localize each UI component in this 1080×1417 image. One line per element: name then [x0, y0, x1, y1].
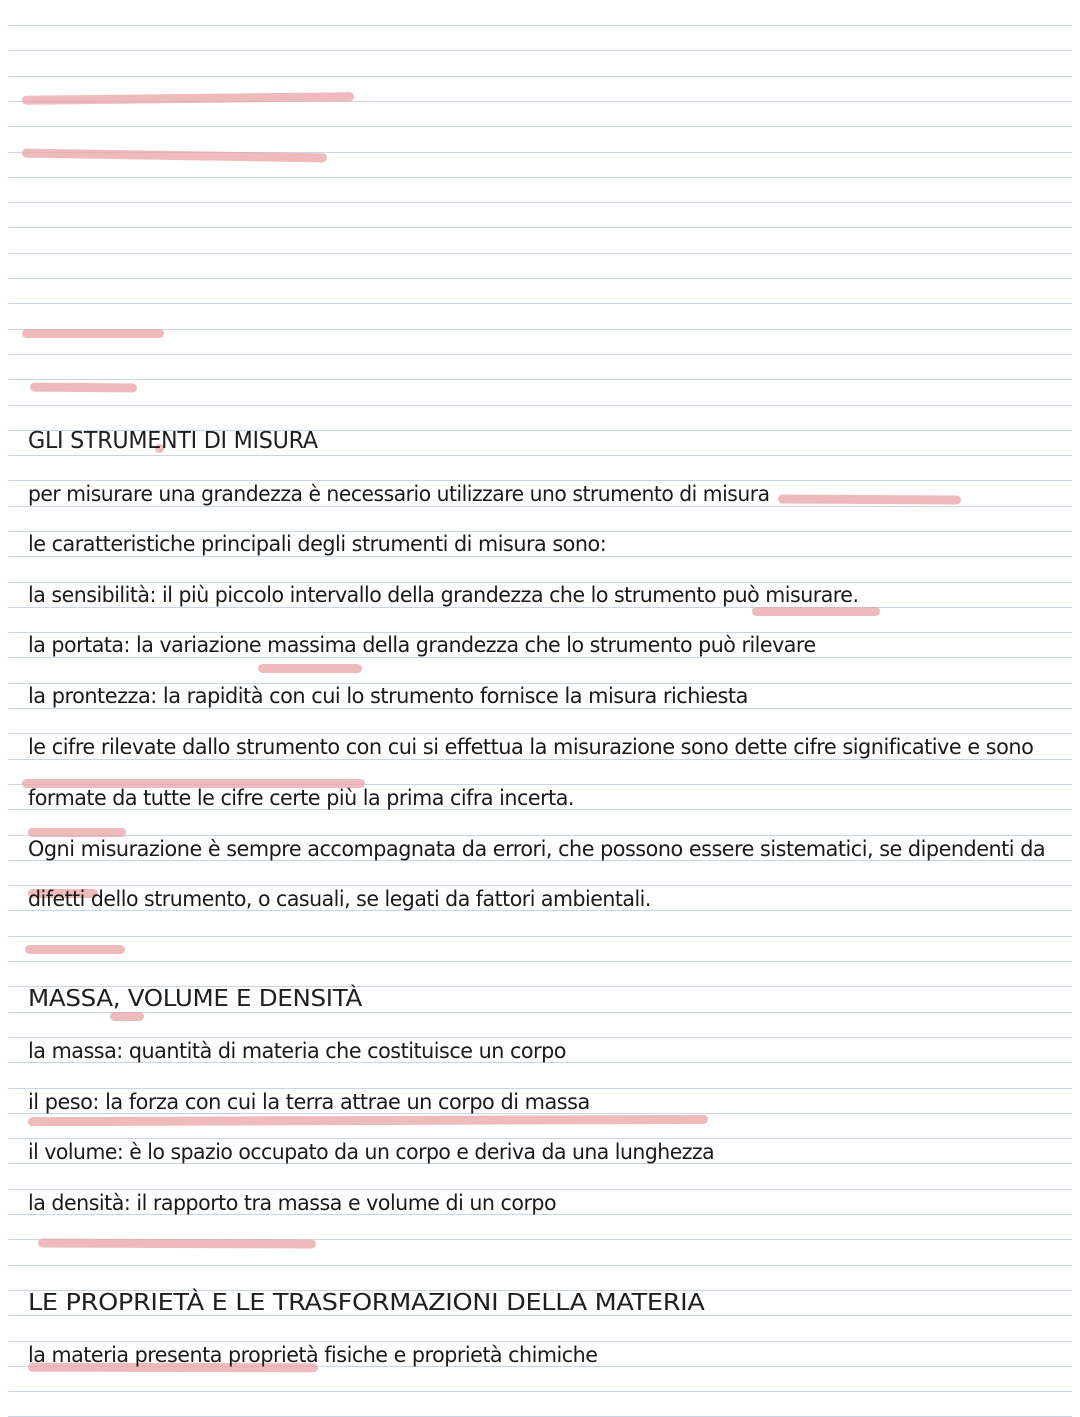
highlighter-stroke	[752, 607, 880, 616]
note-line: le caratteristiche principali degli strumenti di misura sono:	[28, 532, 607, 556]
section-title-materia: LE PROPRIETÀ E LE TRASFORMAZIONI DELLA MATERIA	[28, 1290, 705, 1316]
note-line: il volume: è lo spazio occupato da un corpo e deriva da una lunghezza	[28, 1140, 715, 1164]
highlighter-stroke	[30, 383, 137, 393]
note-line: la portata: la variazione massima della grandezza che lo strumento può rilevare	[28, 633, 816, 657]
highlighter-stroke	[22, 92, 354, 104]
note-line: la materia presenta proprietà fisiche e proprietà chimiche	[28, 1343, 598, 1367]
note-line: Ogni misurazione è sempre accompagnata da errori, che possono essere sistematici, se dipendenti da	[28, 837, 1046, 861]
note-line: difetti dello strumento, o casuali, se legati da fattori ambientali.	[28, 887, 651, 911]
section-title-strumenti: GLI STRUMENTI DI MISURA	[28, 428, 318, 454]
section-title-massa: MASSA, VOLUME E DENSITÀ	[28, 986, 362, 1012]
highlighter-stroke	[25, 945, 125, 954]
note-line: la prontezza: la rapidità con cui lo strumento fornisce la misura richiesta	[28, 684, 748, 708]
highlighter-stroke	[22, 149, 327, 163]
highlighter-stroke	[28, 1115, 708, 1126]
highlighter-stroke	[110, 1012, 144, 1021]
highlighter-stroke	[258, 664, 362, 673]
note-line: le cifre rilevate dallo strumento con cui si effettua la misurazione sono dette cifre significative e sono	[28, 735, 1034, 759]
highlighter-stroke	[38, 1239, 316, 1249]
note-line: per misurare una grandezza è necessario utilizzare uno strumento di misura	[28, 482, 770, 506]
note-line: il peso: la forza con cui la terra attrae un corpo di massa	[28, 1090, 590, 1114]
note-line: la densità: il rapporto tra massa e volume di un corpo	[28, 1191, 557, 1215]
note-line: la sensibilità: il più piccolo intervallo della grandezza che lo strumento può misurare.	[28, 583, 859, 607]
highlighter-stroke	[22, 329, 164, 338]
note-line: formate da tutte le cifre certe più la prima cifra incerta.	[28, 786, 574, 810]
highlighter-stroke	[778, 495, 961, 505]
note-line: la massa: quantità di materia che costituisce un corpo	[28, 1039, 566, 1063]
highlighter-stroke	[28, 828, 126, 837]
